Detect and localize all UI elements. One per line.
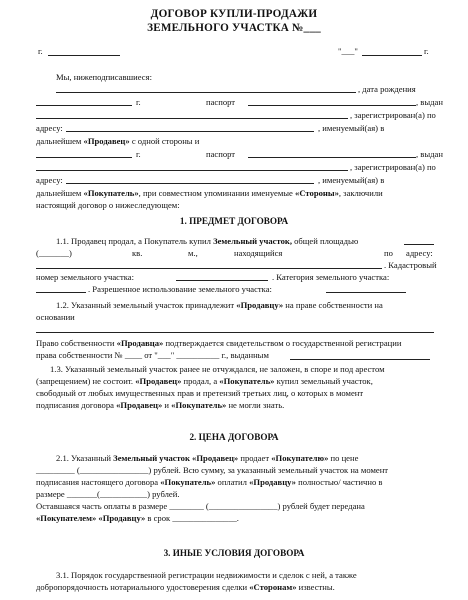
- plot-address-label: адресу:: [406, 248, 433, 258]
- buyer-named: , именуемый(ая) в: [318, 175, 385, 185]
- buyer-issued: , выдан: [416, 149, 443, 159]
- seller-registered: , зарегистрирован(а) по: [350, 110, 436, 120]
- plot-number-label: номер земельного участка:: [36, 272, 135, 282]
- document-subtitle: ЗЕМЕЛЬНОГО УЧАСТКА №___: [147, 22, 321, 34]
- buyer-birth-blank: [36, 157, 132, 158]
- buyer-registered: , зарегистрирован(а) по: [350, 162, 436, 172]
- year-suffix: г.: [424, 46, 429, 56]
- clause-2-1-line6: «Покупателем» «Продавцу» в срок _______________.: [36, 513, 239, 523]
- category-label: . Категория земельного участка:: [272, 272, 390, 282]
- area-kv: кв.: [132, 248, 143, 258]
- clause-1-3-line3: свободный от любых имущественных прав и претензий третьих лиц, о которых в момент: [36, 388, 364, 398]
- clause-2-1-line2: _________ (________________) рублей. Всю сумму, за указанный земельный участок на момент: [36, 465, 389, 475]
- buyer-g: г.: [136, 149, 141, 159]
- seller-birth-blank: [36, 105, 132, 106]
- clause-1-2: 1.2. Указанный земельный участок принадлежит «Продавцу» на праве собственности на: [56, 300, 383, 310]
- clause-2-1-line4: размере _______(___________) рублей.: [36, 489, 180, 499]
- clause-1-3: 1.3. Указанный земельный участок ранее не отчуждался, не заложен, в споре и под арестом: [50, 364, 385, 374]
- date-blank: [362, 55, 422, 56]
- seller-issued-blank: [36, 118, 348, 119]
- concluded-line: настоящий договор о нижеследующем:: [36, 200, 180, 210]
- permitted-label: . Разрешенное использование земельного участка:: [88, 284, 272, 294]
- certificate-number-line: права собственности № ____ от "___" __________ г., выданным: [36, 350, 269, 360]
- area-blank: [404, 244, 434, 245]
- intro-text: Мы, нижеподписавшиеся:: [56, 72, 152, 82]
- clause-1-3-line2: (запрещением) не состоит. «Продавец» продал, а «Покупатель» купил земельный участок,: [36, 376, 373, 386]
- clause-3-1-line2: добропорядочность нотариального удостоверения сделки «Сторонам» известны.: [36, 582, 335, 592]
- basis-label: основании: [36, 312, 75, 322]
- clause-3-1: 3.1. Порядок государственной регистрации недвижимости и сделок с ней, а также: [56, 570, 357, 580]
- section2-heading: 2. ЦЕНА ДОГОВОРА: [189, 432, 279, 442]
- po-label: по: [384, 248, 393, 258]
- buyer-role-line: дальнейшем «Покупатель», при совместном упоминании именуемые «Стороны», заключили: [36, 188, 383, 198]
- seller-name-blank: [56, 92, 356, 93]
- city-prefix: г.: [38, 46, 43, 56]
- section3-heading: 3. ИНЫЕ УСЛОВИЯ ДОГОВОРА: [163, 548, 305, 558]
- plot-address-blank: [36, 268, 382, 269]
- certificate-line: Право собственности «Продавца» подтверждается свидетельством о государственной регистрации: [36, 338, 402, 348]
- clause-2-1-line3: подписания настоящего договора «Покупатель» оплатил «Продавцу» полностью/ частично в: [36, 477, 383, 487]
- certificate-issuer-blank: [290, 359, 430, 360]
- seller-g: г.: [136, 97, 141, 107]
- document-title: ДОГОВОР КУПЛИ-ПРОДАЖИ: [150, 8, 318, 20]
- buyer-address-label: адресу:: [36, 175, 63, 185]
- seller-passport-blank: [248, 105, 416, 106]
- permitted-blank: [326, 292, 406, 293]
- city-blank: [48, 55, 120, 56]
- birth-date-label: , дата рождения: [358, 84, 416, 94]
- clause-1-3-line4: подписания договора «Продавец» и «Покупатель» не могли знать.: [36, 400, 285, 410]
- seller-issued: , выдан: [416, 97, 443, 107]
- clause-2-1-line5: Оставшаяся часть оплаты в размере ________ (________________) рублей будет передана: [36, 501, 365, 511]
- plot-number-blank: [176, 280, 268, 281]
- category-blank: [36, 292, 86, 293]
- seller-role-line: дальнейшем «Продавец» с одной стороны и: [36, 136, 200, 146]
- clause-2-1: 2.1. Указанный Земельный участок «Продавец» продает «Покупателю» по цене: [56, 453, 359, 463]
- area-m: м.,: [188, 248, 198, 258]
- date-day: "___": [338, 46, 358, 56]
- seller-passport: паспорт: [206, 97, 236, 107]
- located-label: находящийся: [234, 248, 283, 258]
- buyer-address-blank: [66, 183, 314, 184]
- seller-named: , именуемый(ая) в: [318, 123, 385, 133]
- cadastral-label: . Кадастровый: [384, 260, 437, 270]
- basis-blank: [36, 332, 434, 333]
- clause-1-1: 1.1. Продавец продал, а Покупатель купил Земельный участок, общей площадью: [56, 236, 359, 246]
- buyer-issued-blank: [36, 170, 348, 171]
- buyer-passport: паспорт: [206, 149, 236, 159]
- seller-address-blank: [66, 131, 314, 132]
- buyer-passport-blank: [248, 157, 416, 158]
- area-paren: (_______): [36, 248, 72, 258]
- seller-address-label: адресу:: [36, 123, 63, 133]
- section1-heading: 1. ПРЕДМЕТ ДОГОВОРА: [179, 216, 289, 226]
